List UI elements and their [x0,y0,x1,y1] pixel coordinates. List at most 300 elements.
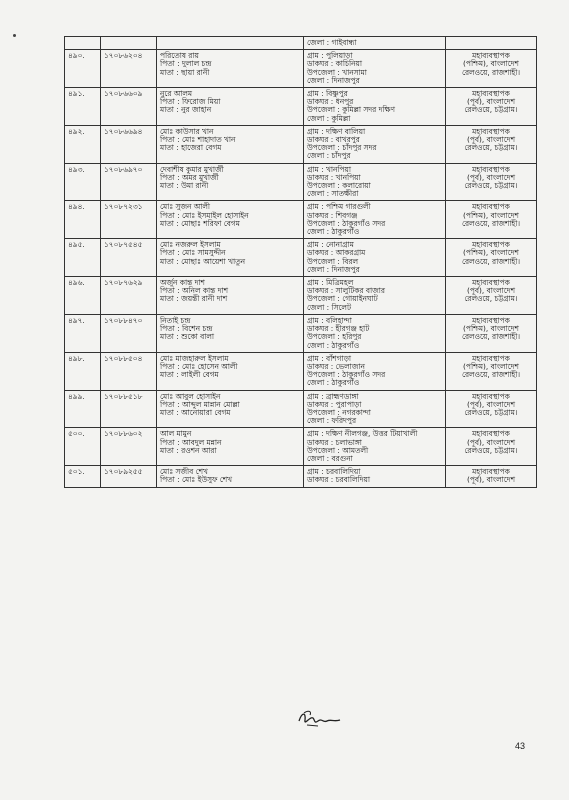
serial-number: ৪৯০. [65,50,101,88]
field-line: জেলা : ফরিদপুর [307,416,357,426]
field-value: খানপিয়া [326,164,352,174]
field-value: ভেলাজান [335,361,365,371]
field-label: জেলা [307,113,325,123]
field-line: গ্রাম : চরবালিদিয়া [307,467,361,477]
table-row [65,390,537,428]
field-line: উপজেলা : খানসামা [307,67,367,77]
posting-line: মহাব্যবস্থাপক [472,89,510,99]
field-value: খানপিয়া [335,172,361,182]
field-line: পিতা : বিশেন চন্দ্র [160,324,213,334]
table-row [65,163,537,201]
field-value: জয়ন্তী রানী দাশ [181,294,228,304]
field-line: গ্রাম : মিত্রিমহল [307,278,354,288]
serial-number: ৫০০. [65,428,101,466]
field-line: পিতা : অমর মুখার্জী [160,172,219,182]
field-value: বিরল [342,256,359,266]
roll-number: ১৭০৮৬৯৭০ [101,163,157,201]
field-value: দিনাজপুর [331,75,360,85]
roll-number: ১৭০৮৮৬০২ [101,428,157,466]
roll-number: ১৭০৮৮৫১৮ [101,390,157,428]
field-line: গ্রাম : বাঁশগাড়া [307,353,352,363]
posting-cell [446,125,537,163]
candidate-name: নুরে আলম [160,89,193,99]
field-line: পিতা : মোঃ শাহাদাত খান [160,135,236,145]
field-line: জেলা : বরগুনা [307,453,353,463]
field-value: ফরিদপুর [331,416,357,426]
field-line: জেলা : দিনাজপুর [307,75,360,85]
field-label: গ্রাম [307,89,319,99]
name-cell [157,88,304,126]
field-label: গ্রাম [307,278,319,288]
posting-line: মহাব্যবস্থাপক [472,315,510,325]
field-line: পিতা : আব্দুল মান্নান মোল্লা [160,399,240,409]
field-label: উপজেলা [307,218,336,228]
field-value: ঠাকুরগাঁও সদর [342,218,386,228]
field-label: উপজেলা [307,370,336,380]
posting-cell [446,163,537,201]
posting-line: রেলওয়ে, চট্টগ্রাম। [464,445,518,455]
field-line: জেলা : সিলেট [307,302,351,312]
field-line: উপজেলা : কলারোয়া [307,181,371,191]
field-line: উপজেলা : হরিপুর [307,332,362,342]
field-value: দক্ষিণ বালিয়া [326,126,366,136]
posting-cell [446,239,537,277]
scan-speck [13,34,16,37]
posting-line: রেলওয়ে, চট্টগ্রাম। [464,407,518,417]
field-line: পিতা : দুলাল চন্দ্র [160,59,212,69]
address-cell [304,314,446,352]
field-value: দক্ষিণ নীলগঞ্জ, উত্তর টিয়াখালী [326,429,418,439]
field-line: উপজেলা : ঠাকুরগাঁও সদর [307,218,386,228]
serial-number: ৪৯১. [65,88,101,126]
field-line: মাতা : উমা রানী [160,181,209,191]
field-value: বাঁশগাড়া [326,353,352,363]
field-value: চরবালিদিয়া [326,467,361,477]
field-label: পিতা [160,248,175,258]
name-cell [157,277,304,315]
field-value: কাচিনিয়া [335,59,363,69]
posting-line: (পশ্চিম), বাংলাদেশ [463,361,519,371]
name-cell [157,239,304,277]
field-label: পিতা [160,210,175,220]
field-value: বাখরপুর [335,135,360,145]
field-label: গ্রাম [307,240,319,250]
field-value: গোয়াইনঘাট [342,294,378,304]
field-value: ধনপুর [335,97,354,107]
field-line: জেলা : ঠাকুরগাঁও [307,340,360,350]
candidate-name: মোঃ কাউসার খান [160,126,214,136]
field-line: ডাকঘর : সালুটিকর বাজার [307,286,385,296]
field-line: মাতা : হাজেরা বেগম [160,143,222,153]
field-label: মাতা [160,143,174,153]
field-label: গ্রাম [307,429,319,439]
field-label: পিতা [160,59,175,69]
roll-number: ১৭০৮৯২৫৫ [101,466,157,487]
field-label: উপজেলা [307,256,336,266]
field-label: ডাকঘর [307,437,329,447]
field-line: গ্রাম : পুলিয়াড়া [307,51,353,61]
field-value: মোছাঃ শরিফা বেগম [181,218,240,228]
roll-number: ১৭০৮৭৫৪৫ [101,239,157,277]
field-label: মাতা [160,218,174,228]
field-label: উপজেলা [307,445,336,455]
field-line: গ্রাম : দক্ষিণ বালিয়া [307,126,366,136]
field-label: গ্রাম [307,391,319,401]
field-value: দুলাল চন্দ্র [182,59,212,69]
page-number: 43 [515,741,526,751]
name-cell [157,428,304,466]
field-label: মাতা [160,181,174,191]
posting-line: (পূর্ব), বাংলাদেশ [467,475,515,485]
field-line: পিতা : মোঃ সামসুদ্দীন [160,248,226,258]
field-value: সিলেট [331,302,351,312]
field-label: পিতা [160,97,175,107]
field-label: উপজেলা [307,67,336,77]
field-label: জেলা [307,378,325,388]
field-line: জেলা : দিনাজপুর [307,264,360,274]
field-value: মিত্রিমহল [326,278,354,288]
field-value: নুর জাহান [181,105,212,115]
field-line: ডাকঘর : আকরগ্রাম [307,248,366,258]
field-line: ডাকঘর : চলাভাঙ্গা [307,437,362,447]
field-label: গ্রাম [307,126,319,136]
table-row [65,88,537,126]
field-line: ডাকঘর : খানপিয়া [307,172,361,182]
address-cell [304,239,446,277]
field-value: বিষ্ণুপুর [326,89,348,99]
field-label: জেলা [307,227,325,237]
field-label: জেলা [307,302,325,312]
serial-number: ৪৯৪. [65,201,101,239]
field-line: জেলা : কুমিল্লা [307,113,351,123]
field-line: গ্রাম : দক্ষিণ নীলগঞ্জ, উত্তর টিয়াখালী [307,429,418,439]
field-value: চলাভাঙ্গা [335,437,362,447]
field-line: গ্রাম : নোনাগ্রাম [307,240,354,250]
posting-line: (পূর্ব), বাংলাদেশ [467,172,515,182]
table-row [65,50,537,88]
posting-line: রেলওয়ে, চট্টগ্রাম। [464,105,518,115]
field-line: পিতা : মোঃ হোসেন আলী [160,361,238,371]
field-value: ফিরোজ মিয়া [182,97,221,107]
address-cell: জেলা : গাইবান্ধা [304,37,446,50]
field-label: ডাকঘর [307,286,329,296]
field-value: মোঃ শাহাদাত খান [182,135,236,145]
posting-line: মহাব্যবস্থাপক [472,126,510,136]
field-line: মাতা : শুকো বালা [160,332,215,342]
field-label: জেলা [307,75,325,85]
field-value: নগরকান্দা [342,407,371,417]
field-value: আকরগ্রাম [335,248,366,258]
field-label: ডাকঘর [307,399,329,409]
field-label: মাতা [160,332,174,342]
field-label: উপজেলা [307,294,336,304]
serial-number: ৪৯২. [65,125,101,163]
field-value: বিশেন চন্দ্র [182,324,213,334]
table-row [65,314,537,352]
candidate-name: মোঃ সুজন আলী [160,202,211,212]
field-value: শিবগঞ্জ [335,210,358,220]
field-label: জেলা [307,189,325,199]
field-line: ডাকঘর : ধনপুর [307,97,354,107]
field-label: গ্রাম [307,164,319,174]
field-label: ডাকঘর [307,172,329,182]
name-cell [157,201,304,239]
field-value: মোঃ ইউসুফ শেখ [182,475,233,485]
address-cell [304,277,446,315]
posting-line: মহাব্যবস্থাপক [472,51,510,61]
field-value: অনিল কান্ত দাশ [182,286,228,296]
field-label: পিতা [160,286,175,296]
roll-number: ১৭০৮৬২০৪ [101,50,157,88]
posting-line: রেলওয়ে, রাজশাহী। [461,256,520,266]
field-label: ডাকঘর [307,475,329,485]
field-line: জেলা : চাঁদপুর [307,151,351,161]
roll-number: ১৭০৮৭২৩১ [101,201,157,239]
posting-line: (পূর্ব), বাংলাদেশ [467,399,515,409]
posting-line: রেলওয়ে, চট্টগ্রাম। [464,143,518,153]
posting-cell [446,390,537,428]
field-value: কুমিল্লা [331,113,351,123]
posting-line: মহাব্যবস্থাপক [472,391,510,401]
field-line: পিতা : অনিল কান্ত দাশ [160,286,228,296]
serial-number: ৪৯৭. [65,314,101,352]
candidate-name: মোঃ নজরুল ইসলাম [160,240,221,250]
name-cell [157,390,304,428]
field-label: জেলা [307,340,325,350]
field-line: গ্রাম : বিষ্ণুপুর [307,89,348,99]
table-row-continued [65,37,537,50]
field-value: মোঃ সামসুদ্দীন [182,248,226,258]
roll-number: ১৭০৮৭৬২৯ [101,277,157,315]
address-cell [304,466,446,487]
field-line: ডাকঘর : ভেলাজান [307,361,365,371]
field-line: উপজেলা : কুমিল্লা সদর দক্ষিণ [307,105,395,115]
field-value: ঠাকুরগাঁও [331,378,360,388]
field-line: মাতা : ছায়া রানী [160,67,210,77]
table-row [65,239,537,277]
table-row [65,352,537,390]
table-row [65,277,537,315]
field-label: মাতা [160,445,174,455]
field-label: উপজেলা [307,181,336,191]
field-label: গ্রাম [307,353,319,363]
field-line: উপজেলা : চাঁদপুর সদর [307,143,377,153]
candidate-name: মোঃ মাজহারুল ইসলাম [160,353,229,363]
field-label: পিতা [160,437,175,447]
name-cell [157,352,304,390]
field-value: পশ্চিম গারগুলী [326,202,371,212]
field-value: অমর মুখার্জী [182,172,219,182]
field-label: উপজেলা [307,407,336,417]
field-value: শুকো বালা [181,332,215,342]
posting-line: রেলওয়ে, রাজশাহী। [461,67,520,77]
address-cell [304,163,446,201]
posting-cell [446,428,537,466]
field-label: ডাকঘর [307,135,329,145]
field-label: গ্রাম [307,315,319,325]
field-value: বরগুনা [331,453,353,463]
field-line: জেলা : ঠাকুরগাঁও [307,227,360,237]
field-value: আবদুল মন্নান [182,437,222,447]
address-cell [304,50,446,88]
posting-line: রেলওয়ে, রাজশাহী। [461,370,520,380]
field-value: আমতলী [342,445,369,455]
field-value: আনোয়ারা বেগম [181,407,231,417]
field-value: মোছাঃ আয়েশা খাতুন [181,256,246,266]
serial-number: ৪৯৯. [65,390,101,428]
field-value: ব্রাহ্মণডাঙ্গা [326,391,359,401]
field-line: উপজেলা : বিরল [307,256,359,266]
field-label: জেলা [307,151,325,161]
field-value: উমা রানী [181,181,209,191]
name-cell [157,50,304,88]
field-line: মাতা : নুর জাহান [160,105,212,115]
field-value: পুলিয়াড়া [326,51,353,61]
field-value: রওশন আরা [181,445,217,455]
candidate-name: নিতাই চন্দ্র [160,315,191,325]
posting-line: (পূর্ব), বাংলাদেশ [467,437,515,447]
field-line: পিতা : মোঃ ইসমাইল হোসাইন [160,210,249,220]
candidate-name: দেবাশীষ কুমার মুখার্জী [160,164,224,174]
field-label: মাতা [160,294,174,304]
posting-line: (পশ্চিম), বাংলাদেশ [463,248,519,258]
field-line: ডাকঘর : চরবালিদিয়া [307,475,371,485]
field-line: গ্রাম : বলিহান্দা [307,315,352,325]
posting-line: (পশ্চিম), বাংলাদেশ [463,324,519,334]
address-cell [304,125,446,163]
posting-line: মহাব্যবস্থাপক [472,353,510,363]
candidate-name: অর্জুন কান্ত দাশ [160,278,205,288]
field-label: পিতা [160,324,175,334]
field-label: গ্রাম [307,202,319,212]
field-line: গ্রাম : ব্রাহ্মণডাঙ্গা [307,391,359,401]
field-value: ঠাকুরগাঁও [331,227,360,237]
field-line: গ্রাম : পশ্চিম গারগুলী [307,202,371,212]
field-label: ডাকঘর [307,361,329,371]
posting-line: মহাব্যবস্থাপক [472,467,510,477]
posting-line: (পূর্ব), বাংলাদেশ [467,135,515,145]
field-value: হাজেরা বেগম [181,143,222,153]
field-line: ডাকঘর : শিবগঞ্জ [307,210,358,220]
posting-cell [446,50,537,88]
roll-number: ১৭০৮৬৬০৯ [101,88,157,126]
address-cell [304,390,446,428]
posting-line: (পূর্ব), বাংলাদেশ [467,97,515,107]
posting-line: রেলওয়ে, চট্টগ্রাম। [464,294,518,304]
field-line: মাতা : জয়ন্তী রানী দাশ [160,294,228,304]
posting-line: রেলওয়ে, রাজশাহী। [461,218,520,228]
field-value: আব্দুল মান্নান মোল্লা [182,399,240,409]
field-label: ডাকঘর [307,248,329,258]
field-line: ডাকঘর : পুরাপাড়া [307,399,362,409]
posting-line: (পশ্চিম), বাংলাদেশ [463,210,519,220]
field-label: মাতা [160,105,174,115]
name-cell [157,125,304,163]
posting-cell [446,352,537,390]
field-line: উপজেলা : গোয়াইনঘাট [307,294,378,304]
field-label: ডাকঘর [307,97,329,107]
field-label: ডাকঘর [307,324,329,334]
posting-line: (পশ্চিম), বাংলাদেশ [463,59,519,69]
field-value: ঠাকুরগাঁও সদর [342,370,386,380]
field-label: ডাকঘর [307,59,329,69]
field-value: চাঁদপুর সদর [342,143,377,153]
field-value: হীরগঞ্জ হাট [335,324,370,334]
table-row [65,125,537,163]
field-value: হরিপুর [342,332,362,342]
table-row [65,466,537,487]
candidate-name: মোঃ আবুল হোসাইন [160,391,221,401]
name-cell [157,466,304,487]
posting-line: রেলওয়ে, রাজশাহী। [461,332,520,342]
field-line: মাতা : আনোয়ারা বেগম [160,407,231,417]
serial-number: ৪৯৫. [65,239,101,277]
field-line: ডাকঘর : কাচিনিয়া [307,59,363,69]
field-label: জেলা [307,264,325,274]
field-value: মোঃ হোসেন আলী [182,361,238,371]
name-cell [157,163,304,201]
field-label: পিতা [160,135,175,145]
field-value: ঠাকুরগাঁও [331,340,360,350]
address-cell [304,88,446,126]
field-line: পিতা : ফিরোজ মিয়া [160,97,221,107]
field-line: পিতা : মোঃ ইউসুফ শেখ [160,475,233,485]
candidate-table [64,36,537,488]
posting-line: মহাব্যবস্থাপক [472,429,510,439]
field-value: নোনাগ্রাম [326,240,354,250]
serial-number: ৪৯৮. [65,352,101,390]
field-label: মাতা [160,256,174,266]
posting-line: মহাব্যবস্থাপক [472,240,510,250]
posting-cell [446,88,537,126]
field-line: উপজেলা : আমতলী [307,445,369,455]
field-value: কলারোয়া [342,181,371,191]
field-value: মোঃ ইসমাইল হোসাইন [182,210,249,220]
posting-cell [446,201,537,239]
field-value: সাতক্ষীরা [331,189,359,199]
posting-line: (পূর্ব), বাংলাদেশ [467,286,515,296]
roll-number: ১৭০৮৮৫০৪ [101,352,157,390]
field-line: মাতা : মোছাঃ শরিফা বেগম [160,218,240,228]
signature-icon [296,708,344,730]
field-label: পিতা [160,361,175,371]
field-label: পিতা [160,399,175,409]
field-label: মাতা [160,370,174,380]
table-row [65,201,537,239]
field-line: ডাকঘর : হীরগঞ্জ হাট [307,324,370,334]
field-line: উপজেলা : ঠাকুরগাঁও সদর [307,370,386,380]
field-value: লাইলী বেগম [181,370,219,380]
field-value: সালুটিকর বাজার [335,286,385,296]
field-value: ছায়া রানী [181,67,210,77]
field-value: বলিহান্দা [326,315,352,325]
address-cell [304,201,446,239]
posting-line: মহাব্যবস্থাপক [472,164,510,174]
table-row [65,428,537,466]
field-line: পিতা : আবদুল মন্নান [160,437,222,447]
posting-cell [446,277,537,315]
roll-number: ১৭০৮৮৪৭০ [101,314,157,352]
field-line: উপজেলা : নগরকান্দা [307,407,371,417]
field-label: জেলা [307,453,325,463]
field-value: কুমিল্লা সদর দক্ষিণ [342,105,395,115]
field-label: মাতা [160,407,174,417]
field-label: মাতা [160,67,174,77]
posting-cell [446,466,537,487]
candidate-name: আল মামুন [160,429,192,439]
posting-line: মহাব্যবস্থাপক [472,202,510,212]
field-line: জেলা : ঠাকুরগাঁও [307,378,360,388]
